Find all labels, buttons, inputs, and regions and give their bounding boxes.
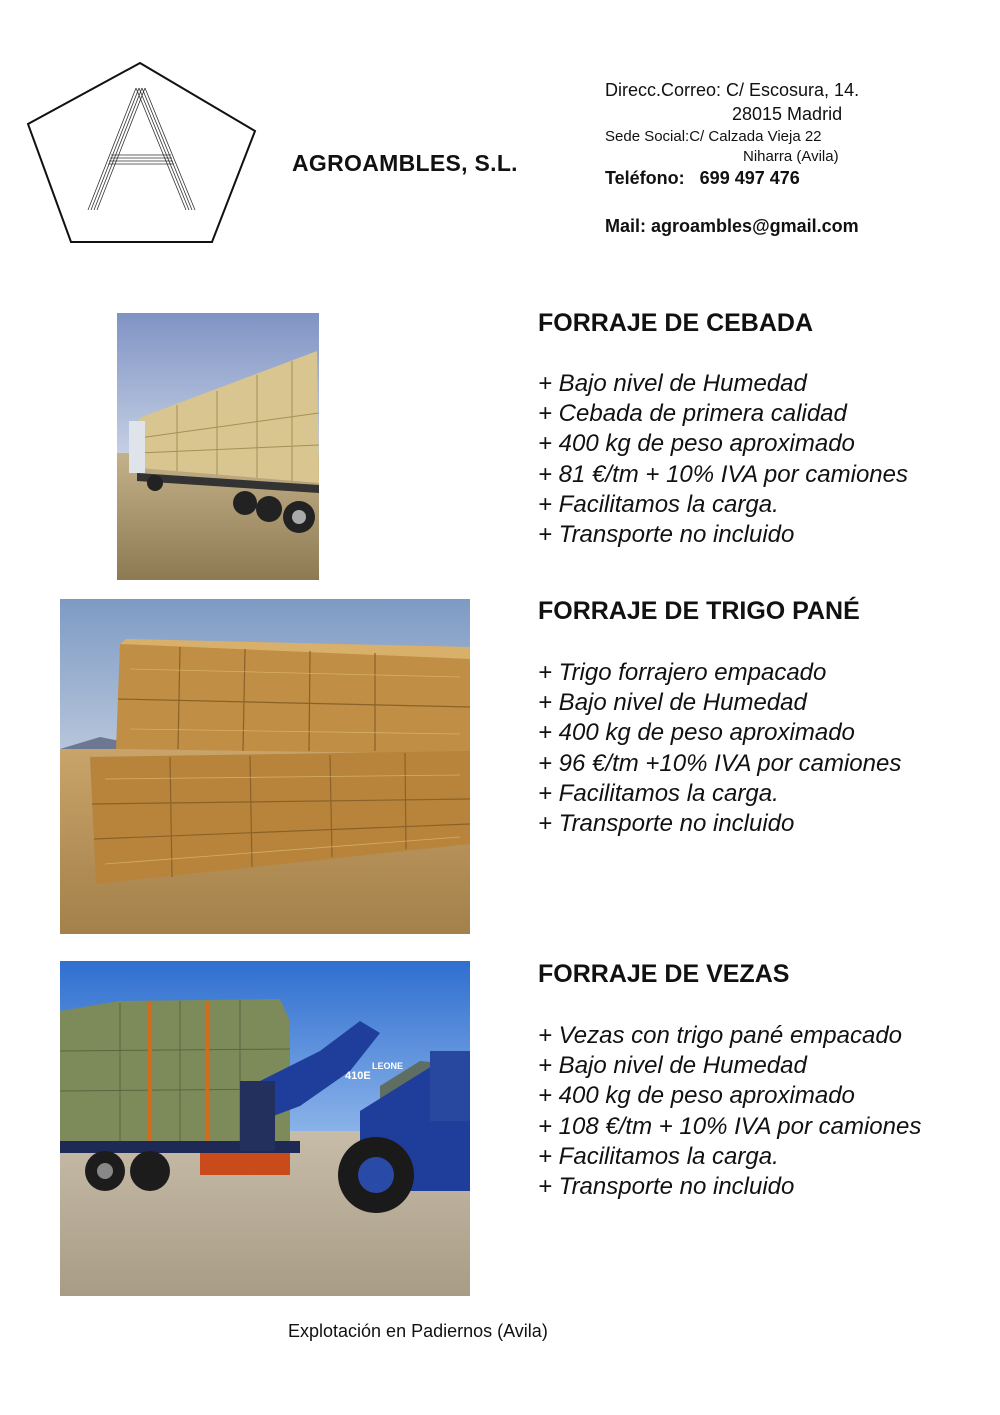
postal-address-line2: 28015 Madrid xyxy=(732,104,843,124)
postal-address-line1: Direcc.Correo: C/ Escosura, 14. xyxy=(605,80,860,100)
product-features-vezas xyxy=(538,1021,921,1202)
feature-item: + Transporte no incluido xyxy=(538,810,795,838)
feature-item: + Transporte no incluido xyxy=(538,521,795,549)
feature-item: + Bajo nivel de Humedad xyxy=(538,370,807,397)
feature-item: + Vezas con trigo pané empacado xyxy=(538,1022,903,1049)
company-logo xyxy=(26,60,258,250)
mail-row xyxy=(605,216,859,237)
product-title-trigo: FORRAJE DE TRIGO PANÉ xyxy=(538,597,860,625)
tractor-brand-label: LEONE xyxy=(372,1061,404,1071)
feature-item: + Trigo forrajero empacado xyxy=(538,659,827,686)
phone-row xyxy=(605,168,800,189)
product-features-cebada xyxy=(538,369,908,550)
feature-item: + Transporte no incluido xyxy=(538,1173,795,1201)
office-address-line2: Niharra (Avila) xyxy=(743,148,839,165)
feature-item: + 81 €/tm + 10% IVA por camiones xyxy=(538,460,908,488)
product-title-cebada: FORRAJE DE CEBADA xyxy=(538,309,814,337)
feature-item: + Facilitamos la carga. xyxy=(538,1142,779,1170)
feature-item: + 400 kg de peso aproximado xyxy=(538,430,855,458)
feature-item: + Cebada de primera calidad xyxy=(538,400,847,428)
feature-item: + 108 €/tm + 10% IVA por camiones xyxy=(538,1112,922,1140)
mail-address[interactable]: agroambles@gmail.com xyxy=(651,216,859,236)
feature-item: + 400 kg de peso aproximado xyxy=(538,1082,855,1110)
product-features-trigo xyxy=(538,658,901,839)
feature-item: + Facilitamos la carga. xyxy=(538,779,779,807)
feature-item: + Facilitamos la carga. xyxy=(538,490,779,518)
mail-label: Mail: xyxy=(605,216,647,236)
phone-label: Teléfono: xyxy=(605,168,685,188)
feature-item: + Bajo nivel de Humedad xyxy=(538,1052,807,1080)
barley-bales-truck-photo xyxy=(117,313,319,580)
wheat-bales-stack-photo xyxy=(60,599,470,934)
feature-item: + Bajo nivel de Humedad xyxy=(538,689,807,717)
feature-item: + 400 kg de peso aproximado xyxy=(538,719,855,747)
product-title-vezas: FORRAJE DE VEZAS xyxy=(538,960,790,988)
company-name: AGROAMBLES, S.L. xyxy=(292,150,518,176)
phone-number[interactable]: 699 497 476 xyxy=(699,168,800,188)
tractor-model-label: 410E xyxy=(345,1070,371,1082)
vetch-bales-tractor-photo xyxy=(60,961,470,1296)
footer-location: Explotación en Padiernos (Avila) xyxy=(288,1321,548,1341)
feature-item: + 96 €/tm +10% IVA por camiones xyxy=(538,749,902,777)
office-address-line1: Sede Social:C/ Calzada Vieja 22 xyxy=(605,128,822,145)
